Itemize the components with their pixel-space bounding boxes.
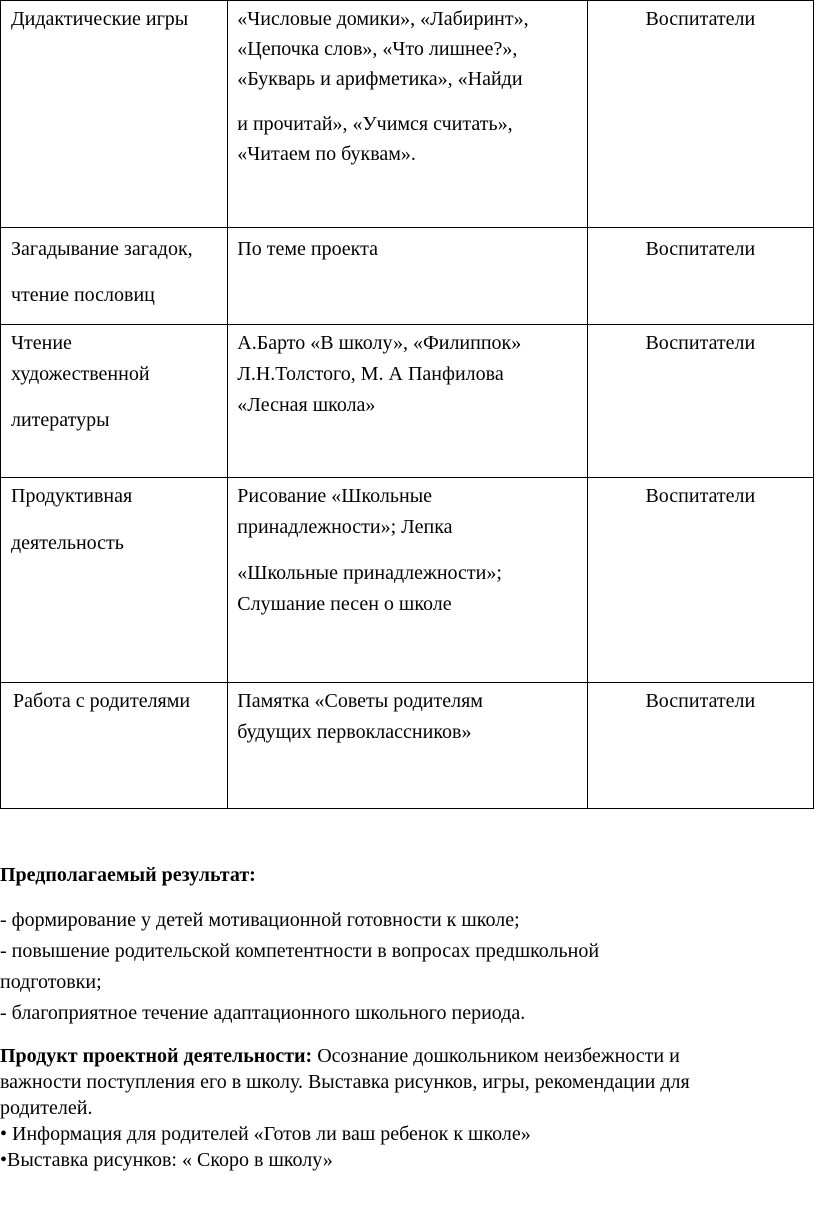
content-cell (228, 683, 587, 809)
table-row (1, 1, 814, 228)
product-first-line (0, 1043, 816, 1069)
table-row (1, 228, 814, 325)
responsible-cell: Воспитатели (587, 1, 813, 228)
content-cell (228, 478, 587, 683)
activity-line: Дидактические игры (11, 8, 189, 30)
content-cell (228, 1, 587, 228)
activity-cell (1, 228, 228, 325)
expected-result-section (0, 860, 816, 1029)
responsible-cell: Воспитатели (587, 478, 813, 683)
content-line: принадлежности»; Лепка (237, 516, 453, 538)
activity-cell (1, 478, 228, 683)
content-cell (228, 228, 587, 325)
content-line: «Лесная школа» (237, 394, 376, 416)
product-line: •Выставка рисунков: « Скоро в школу» (0, 1149, 333, 1171)
activity-line: Работа с родителями (13, 690, 191, 712)
content-cell (228, 325, 587, 478)
content-line: Л.Н.Толстого, М. А Панфилова (237, 363, 504, 385)
responsible-cell: Воспитатели (587, 228, 813, 325)
activity-line: художественной (11, 363, 150, 385)
table-row (1, 683, 814, 809)
content-line: «Букварь и арифметика», «Найди (237, 68, 523, 90)
content-line: «Читаем по буквам». (237, 143, 416, 165)
activity-cell (1, 325, 228, 478)
project-product-section (0, 1043, 816, 1173)
content-line: «Цепочка слов», «Что лишнее?», (237, 38, 518, 60)
content-line: А.Барто «В школу», «Филиппок» (237, 332, 522, 354)
responsible-cell: Воспитатели (587, 683, 813, 809)
activity-line: Продуктивная (11, 485, 133, 507)
content-line: и прочитай», «Учимся считать», (237, 113, 513, 135)
content-line: будущих первоклассников» (237, 721, 472, 743)
activity-line: Чтение (11, 332, 72, 354)
result-item: - повышение родительской компетентности в вопросах предшкольной (0, 940, 600, 962)
expected-result-heading: Предполагаемый результат: (0, 864, 256, 886)
product-line: родителей. (0, 1097, 93, 1119)
activity-line: Загадывание загадок, (11, 238, 193, 260)
content-line: По теме проекта (237, 238, 378, 260)
result-item: подготовки; (0, 971, 102, 993)
content-line: Памятка «Советы родителям (237, 690, 483, 712)
product-line: • Информация для родителей «Готов ли ваш ребенок к школе» (0, 1123, 531, 1145)
activity-line: литературы (11, 409, 110, 431)
product-label: Продукт проектной деятельности: (0, 1045, 313, 1067)
activity-line: чтение пословиц (11, 284, 155, 306)
responsible-cell: Воспитатели (587, 325, 813, 478)
product-line: важности поступления его в школу. Выставка рисунков, игры, рекомендации для (0, 1071, 690, 1093)
result-item: - благоприятное течение адаптационного школьного периода. (0, 1002, 526, 1024)
product-text: Осознание дошкольником неизбежности и (312, 1045, 680, 1067)
activity-cell (1, 1, 228, 228)
content-line: Слушание песен о школе (237, 593, 452, 615)
activity-cell (1, 683, 228, 809)
table-row (1, 325, 814, 478)
result-item: - формирование у детей мотивационной готовности к школе; (0, 909, 520, 931)
content-line: Рисование «Школьные (237, 485, 433, 507)
table-row (1, 478, 814, 683)
content-line: «Школьные принадлежности»; (237, 562, 502, 584)
content-line: «Числовые домики», «Лабиринт», (237, 8, 529, 30)
activity-line: деятельность (11, 532, 124, 554)
